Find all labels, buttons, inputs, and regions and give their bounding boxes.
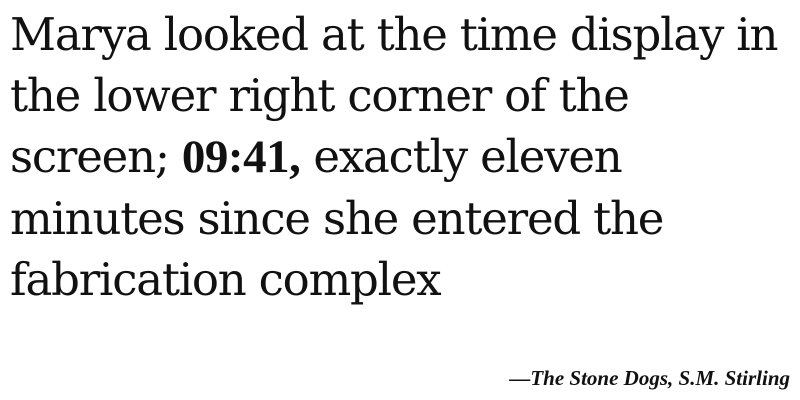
quote-text xyxy=(10,4,790,310)
quote-text-after: exactly eleven minutes since she entered the fabrication complex xyxy=(10,130,664,306)
attribution: —The Stone Dogs, S.M. Stirling xyxy=(509,366,790,390)
quote-time: 09:41, xyxy=(181,131,301,183)
quote-text-before: Marya looked at the time display in the lower right corner of the screen; xyxy=(10,8,778,183)
